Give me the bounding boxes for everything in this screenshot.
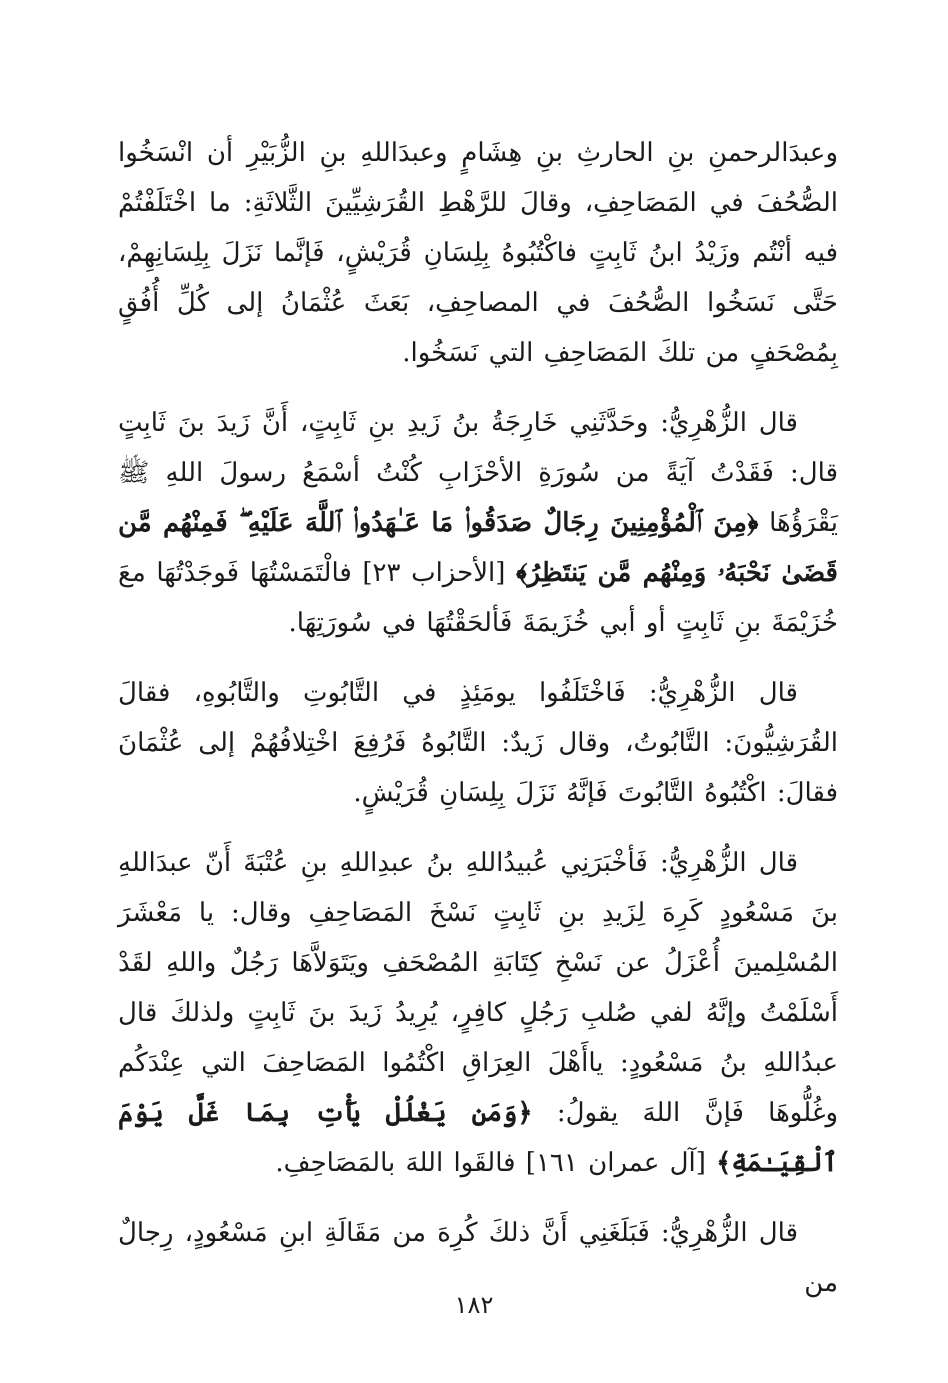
quran-verse-al-imran: ﴿وَمَن يَغْلُلْ يَأْتِ بِمَا غَلَّ يَوْمَ ٱلْقِيَـٰمَةِ﴾ [118, 1098, 838, 1178]
paragraph-1-text: وعبدَالرحمنِ بنِ الحارثِ بنِ هِشَامٍ وعبدَاللهِ بنِ الزُّبَيْرِ أن انْسَخُوا الصُّحُفَ في المَصَاحِفِ، وقالَ للرَّهْطِ القُرَشِيِّينَ الثَّلاثَةِ: ما اخْتَلَفْتُمْ فيه أنْتُم وزَيْدُ ابنُ ثَابِتٍ فاكْتُبُوهُ بِلِسَانِ قُرَيْشٍ، فَإنَّما نَزَلَ بِلِسَانِهِمْ، حَتَّى نَسَخُوا الصُّحُفَ في المصاحِفِ، بَعَثَ عُثْمَانُ إلى كُلِّ أُفُقٍ بِمُصْحَفٍ من تلكَ المَصَاحِفِ التي نَسَخُوا. [118, 138, 838, 368]
paragraph-2 [118, 398, 838, 648]
body-text [118, 128, 838, 1328]
paragraph-5-text: قال الزُّهْرِيُّ: فَبَلَغَنِي أَنَّ ذلكَ كُرِهَ من مَقَالَةِ ابنِ مَسْعُودٍ، رِجالٌ من [118, 1218, 838, 1298]
page-number: ١٨٢ [454, 1291, 494, 1319]
paragraph-4-text-before: قال الزُّهْرِيُّ: فَأخْبَرَنِي عُبيدُاللهِ بنُ عبدِاللهِ بنِ عُتْبَةَ أَنّ عبدَاللهِ بنَ مَسْعُودٍ كَرِهَ لِزَيدِ بنِ ثَابِتٍ نَسْخَ المَصَاحِفِ وقال: يا مَعْشَرَ المُسْلِمينَ أُعْزَلُ عن نَسْخِ كِتَابَةِ المُصْحَفِ ويَتَوَلاَّهَا رَجُلٌ واللهِ لقَدْ أَسْلَمْتُ وإنَّهُ لفي صُلبِ رَجُلٍ كافِرٍ، يُرِيدُ زَيدَ بنَ ثَابِتٍ ولذلكَ قال عبدُاللهِ بنُ مَسْعُودٍ: ياأَهْلَ العِرَاقِ اكْتُمُوا المَصَاحِفَ التي عِنْدَكُم وغُلُّوهَا فَإنَّ اللهَ يقولُ: [118, 848, 838, 1128]
paragraph-3 [118, 668, 838, 818]
quran-verse-ahzab: ﴿مِنَ ٱلْمُؤْمِنِينَ رِجَالٌ صَدَقُوا۟ مَا عَـٰهَدُوا۟ ٱللَّهَ عَلَيْهِ ۖ فَمِنْهُم مَّن قَضَىٰ نَحْبَهُۥ وَمِنْهُم مَّن يَنتَظِرُ﴾ [118, 508, 838, 588]
paragraph-3-text: قال الزُّهْرِيُّ: فَاخْتَلَفُوا يومَئِذٍ في التَّابُوتِ والتَّابُوهِ، فقالَ القُرَشِيُّونَ: التَّابُوتُ، وقال زَيدٌ: التَّابُوهُ فَرُفِعَ اخْتِلافُهُمْ إلى عُثْمَانَ فقالَ: اكْتُبُوهُ التَّابُوتَ فَإنَّهُ نَزَلَ بِلِسَانِ قُرَيْشٍ. [118, 678, 838, 808]
paragraph-2-text-after: [الأحزاب ٢٣] فالْتَمَسْتُهَا فَوجَدْتُهَا معَ خُزَيْمَةَ بنِ ثَابِتٍ أو أبي خُزَيمَةَ فَألحَقْتُهَا في سُورَتِهَا. [118, 558, 838, 638]
paragraph-1 [118, 128, 838, 378]
paragraph-4 [118, 838, 838, 1188]
paragraph-2-text-before: قال الزُّهْرِيُّ: وحَدَّثَنِي خَارِجَةُ بنُ زَيدِ بنِ ثَابِتٍ، أَنَّ زَيدَ بنَ ثَابِتٍ قال: فَقَدْتُ آيَةً من سُورَةِ الأحْزَابِ كُنْتُ أسْمَعُ رسولَ اللهِ ﷺ يَقْرَؤُهَا [118, 408, 838, 538]
paragraph-4-text-after: [آل عمران ١٦١] فالقَوا اللهَ بالمَصَاحِفِ. [275, 1148, 706, 1178]
